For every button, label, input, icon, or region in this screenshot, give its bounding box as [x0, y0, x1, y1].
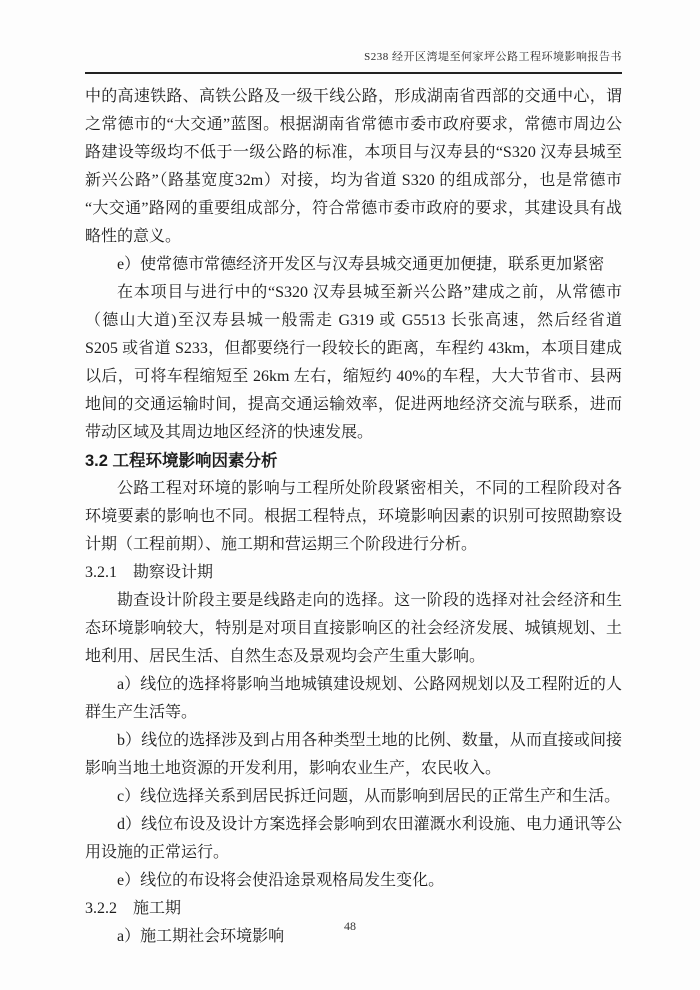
- paragraph: e）线位的布设将会使沿途景观格局发生变化。: [117, 872, 445, 889]
- paragraph: 勘查设计阶段主要是线路走向的选择。这一阶段的选择对社会经济和生态环境影响较大，特别是对项目直接影响区的社会经济发展、城镇规划、土地利用、居民生活、自然生态及景观均会产生重大影响。: [85, 592, 622, 665]
- page-footer: [0, 918, 700, 934]
- paragraph: 中的高速铁路、高铁公路及一级干线公路，形成湖南省西部的交通中心，谓之常德市的“大交通”蓝图。根据湖南省常德市委市政府要求，常德市周边公路建设等级均不低于一级公路的标准，本项目与汉寿县的“S320 汉寿县城至新兴公路”（路基宽度32m）对接，均为省道 S320 的组成部分，也是常德市“大交通”路网的重要组成部分，符合常德市委市政府的要求，其建设具有战略性的意义。: [85, 88, 622, 245]
- paragraph: a）线位的选择将影响当地城镇建设规划、公路网规划以及工程附近的人群生产生活等。: [85, 676, 622, 721]
- paragraph: 在本项目与进行中的“S320 汉寿县城至新兴公路”建成之前，从常德市（德山大道)至汉寿县城一般需走 G319 或 G5513 长张高速，然后经省道 S205 或省道 S233，但都要绕行一段较长的距离，车程约 43km，本项目建成以后，可将车程缩短至 26km 左右，缩短约 40%的车程，大大节省市、县两地间的交通运输时间，提高交通运输效率，促进两地经济交流与联系，进而带动区域及其周边地区经济的快速发展。: [85, 284, 622, 441]
- page-number: 48: [344, 919, 356, 933]
- paragraph: b）线位的选择涉及到占用各种类型土地的比例、数量，从而直接或间接影响当地土地资源的开发利用，影响农业生产，农民收入。: [85, 732, 622, 777]
- paragraph: d）线位布设及设计方案选择会影响到农田灌溉水利设施、电力通讯等公用设施的正常运行。: [85, 816, 622, 861]
- page-header: [85, 50, 622, 74]
- paragraph: c）线位选择关系到居民拆迁问题，从而影响到居民的正常生产和生活。: [117, 788, 621, 805]
- section-heading: 3.2.2 施工期: [85, 900, 182, 917]
- report-title: S238 经开区湾堤至何家坪公路工程环境影响报告书: [364, 51, 622, 63]
- paragraph: e）使常德市常德经济开发区与汉寿县城交通更加便捷，联系更加紧密: [117, 256, 605, 273]
- paragraph: 公路工程对环境的影响与工程所处阶段紧密相关，不同的工程阶段对各环境要素的影响也不同。根据工程特点，环境影响因素的识别可按照勘察设计期（工程前期）、施工期和营运期三个阶段进行分析。: [85, 480, 622, 553]
- section-heading: 3.2.1 勘察设计期: [85, 564, 214, 581]
- document-body: [85, 83, 622, 951]
- section-heading: 3.2 工程环境影响因素分析: [85, 452, 278, 470]
- paragraph: a）施工期社会环境影响: [117, 928, 285, 945]
